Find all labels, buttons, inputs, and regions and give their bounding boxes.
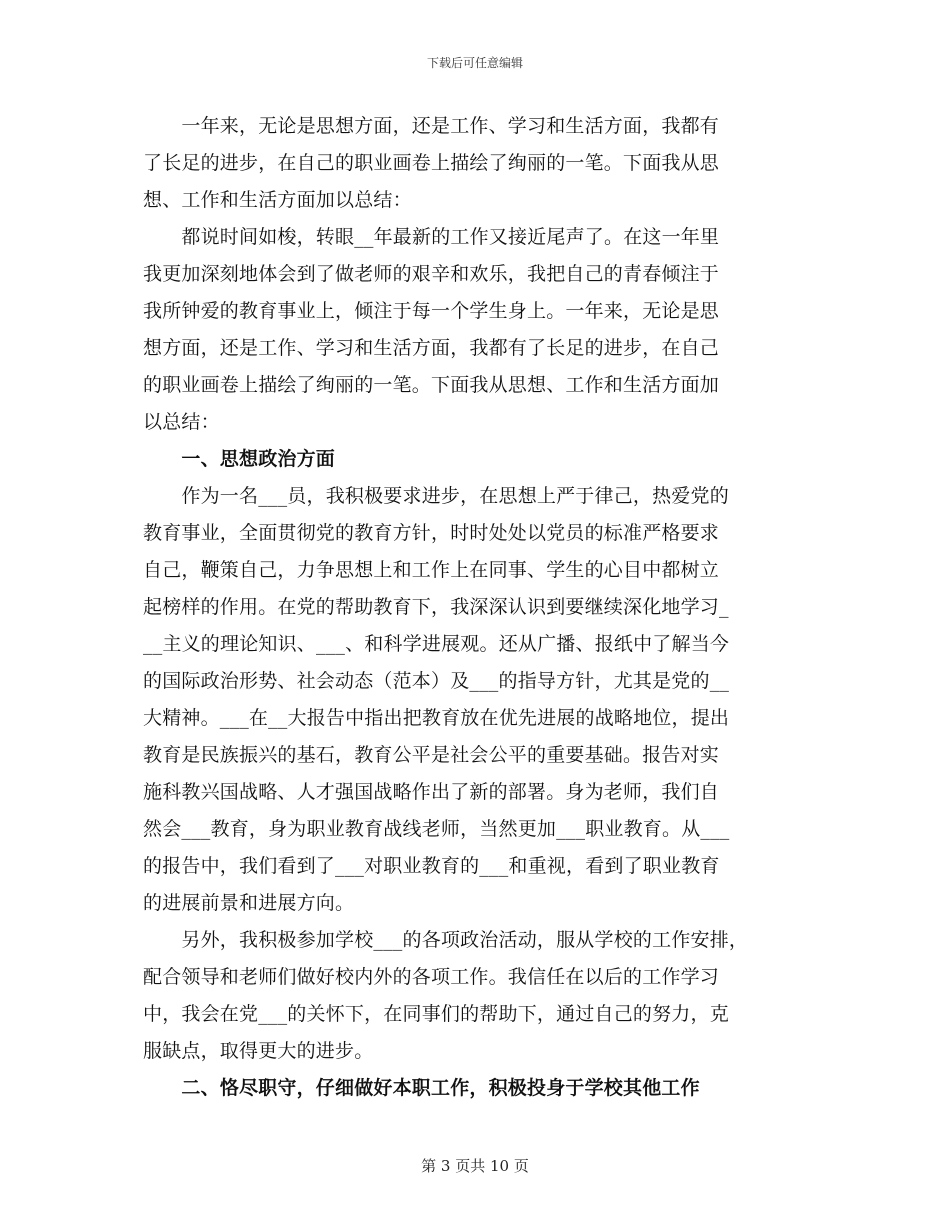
page-header: 下载后可任意编辑 <box>426 56 523 70</box>
text-line: 以总结： <box>143 411 220 433</box>
text-line: 施科教兴国战略、人才强国战略作出了新的部署。身为老师，我们自 <box>143 781 720 803</box>
text-line: 服缺点，取得更大的进步。 <box>143 1040 374 1062</box>
text-line: 中，我会在党___的关怀下，在同事们的帮助下，通过自己的努力，克 <box>143 1003 729 1025</box>
text-line: 的进展前景和进展方向。 <box>143 892 355 914</box>
section-heading: 二、恪尽职守，仔细做好本职工作，积极投身于学校其他工作 <box>143 1077 700 1099</box>
text-line: 想、工作和生活方面加以总结： <box>143 189 412 211</box>
text-line: 我所钟爱的教育事业上，倾注于每一个学生身上。一年来，无论是思 <box>143 300 720 322</box>
text-line: 的职业画卷上描绘了绚丽的一笔。下面我从思想、工作和生活方面加 <box>143 374 720 396</box>
page-number: 第 3 页共 10 页 <box>421 1157 529 1175</box>
text-line: 配合领导和老师们做好校内外的各项工作。我信任在以后的工作学习 <box>143 966 720 988</box>
text-line: 作为一名___员，我积极要求进步，在思想上严于律己，热爱党的 <box>143 485 729 507</box>
text-line: 的报告中，我们看到了___对职业教育的___和重视，看到了职业教育 <box>143 855 720 877</box>
text-line: 教育是民族振兴的基石，教育公平是社会公平的重要基础。报告对实 <box>143 744 720 766</box>
text-line: 一年来，无论是思想方面，还是工作、学习和生活方面，我都有 <box>143 115 720 137</box>
text-line: 都说时间如梭，转眼__年最新的工作又接近尾声了。在这一年里 <box>143 226 720 248</box>
section-heading: 一、思想政治方面 <box>143 448 336 470</box>
text-line: 的国际政治形势、社会动态（范本）及___的指导方针，尤其是党的__ <box>143 670 730 692</box>
text-line: 然会___教育，身为职业教育战线老师，当然更加___职业教育。从___ <box>143 818 730 840</box>
text-line: 自己，鞭策自己，力争思想上和工作上在同事、学生的心目中都树立 <box>143 559 720 581</box>
text-line: 我更加深刻地体会到了做老师的艰辛和欢乐，我把自己的青春倾注于 <box>143 263 720 285</box>
text-line: 教育事业，全面贯彻党的教育方针，时时处处以党员的标准严格要求 <box>143 522 720 544</box>
document-body <box>143 108 811 1107</box>
text-line: 了长足的进步，在自己的职业画卷上描绘了绚丽的一笔。下面我从思 <box>143 152 720 174</box>
text-line: 起榜样的作用。在党的帮助教育下，我深深认识到要继续深化地学习_ <box>143 596 729 618</box>
text-line: 另外，我积极参加学校___的各项政治活动，服从学校的工作安排， <box>143 929 749 951</box>
text-line: 想方面，还是工作、学习和生活方面，我都有了长足的进步，在自己 <box>143 337 720 359</box>
text-line: __主义的理论知识、___、和科学进展观。还从广播、报纸中了解当今 <box>143 633 730 655</box>
text-line: 大精神。___在__大报告中指出把教育放在优先进展的战略地位，提出 <box>143 707 730 729</box>
